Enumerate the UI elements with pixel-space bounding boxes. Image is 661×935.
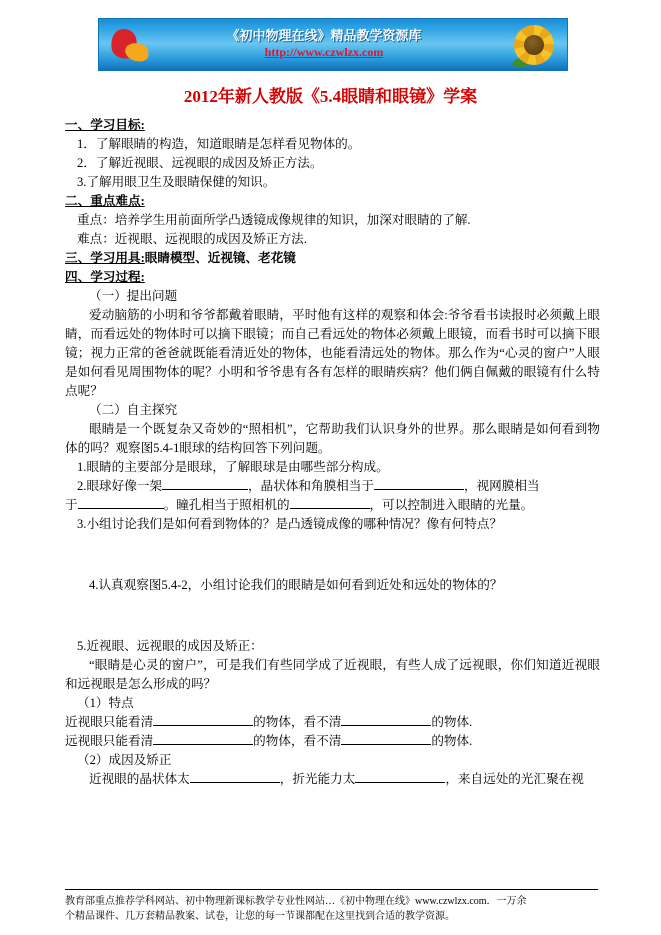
q2-blank-3[interactable]: [78, 508, 164, 509]
t3-blank-1[interactable]: [190, 782, 280, 783]
t1-part-b: 的物体，看不清: [253, 715, 342, 729]
section-heading-goals: 一、学习目标:: [65, 118, 145, 132]
banner-background: [98, 18, 568, 71]
q2-part-e: 。瞳孔相当于照相机的: [163, 498, 290, 512]
question-3: 3.小组讨论我们是如何看到物体的？是凸透镜成像的哪种情况？像有何特点？: [77, 517, 503, 531]
t1-blank-2[interactable]: [341, 725, 431, 726]
goal-line-2: 2．了解近视眼、远视眼的成因及矫正方法。: [77, 156, 323, 170]
spacer-answer-area-1: [65, 534, 600, 576]
q2-part-a: 2.眼球好像一架: [77, 479, 163, 493]
footer-line-1: 教育部重点推荐学科网站、初中物理新课标教学专业性网站…《初中物理在线》www.czwlzx.com．一万余: [65, 896, 527, 907]
spacer-answer-area-2: [65, 595, 600, 637]
t2-blank-2[interactable]: [341, 744, 431, 745]
red-flame-logo: [107, 27, 155, 65]
question-5-title: 5.近视眼、远视眼的成因及矫正：: [77, 639, 263, 653]
page-footer: [65, 894, 600, 924]
t1-part-c: 的物体.: [431, 715, 473, 729]
site-banner: [98, 18, 568, 71]
q2-part-c: ，视网膜相当: [463, 479, 540, 493]
paragraph-1: 爱动脑筋的小明和爷爷都戴着眼睛，平时他有这样的观察和体会:爷爷看书读报时必须戴上眼睛，而看远处的物体时可以摘下眼镜；而自己看远处的物体必须戴上眼镜，而看书时可以摘下眼镜；视力正常的爸爸就既能看清近处的物体，也能看清远处的物体。那么作为“心灵的窗户”人眼是如何看见周围物体的呢？小明和爷爷患有各有怎样的眼睛疾病？他们俩自佩戴的眼镜有什么特点呢？: [65, 308, 600, 398]
section-heading-process: 四、学习过程:: [65, 270, 145, 284]
q2-blank-4[interactable]: [290, 508, 370, 509]
banner-url-host: www.czwlzx.com: [296, 45, 384, 59]
question-2: [65, 477, 600, 496]
footer-divider: [65, 889, 598, 890]
q2-blank-1[interactable]: [162, 489, 248, 490]
keypoint-line-2: 难点：近视眼、远视眼的成因及矫正方法.: [77, 232, 307, 246]
t2-blank-1[interactable]: [153, 744, 253, 745]
q2-part-f: ，可以控制进入眼睛的光量。: [369, 498, 534, 512]
t2-part-c: 的物体.: [431, 734, 473, 748]
t2-part-b: 的物体，看不清: [253, 734, 342, 748]
t3-part-a: 近视眼的晶状体太: [89, 772, 190, 786]
tools-inline: 眼睛模型、近视镜、老花镜: [144, 251, 296, 265]
t3-part-c: ，来自远处的光汇聚在视: [445, 772, 584, 786]
banner-title: 《初中物理在线》精品教学资源库: [226, 28, 422, 43]
t1-part-a: 近视眼只能看清: [65, 715, 154, 729]
page-title: 2012年新人教版《5.4眼睛和眼镜》学案: [183, 87, 478, 106]
banner-url-scheme: http://: [264, 45, 297, 59]
subsection-1-title: （一）提出问题: [89, 289, 178, 303]
question-2-cont: [65, 496, 600, 515]
question-4: 4.认真观察图5.4-2，小组讨论我们的眼睛是如何看到近处和远处的物体的？: [89, 578, 503, 592]
fill-line-hyperopia: [65, 732, 600, 751]
q2-part-d: 于: [65, 498, 78, 512]
subsection-2-title: （二）自主探究: [89, 403, 178, 417]
sub-item-1-title: （1）特点: [77, 696, 134, 710]
t3-blank-2[interactable]: [355, 782, 445, 783]
t3-part-b: ，折光能力太: [279, 772, 356, 786]
sub-item-2-title: （2）成因及矫正: [77, 753, 172, 767]
t2-part-a: 远视眼只能看清: [65, 734, 154, 748]
section-heading-tools: 三、学习用具:眼睛模型、近视镜、老花镜: [65, 251, 296, 265]
question-5-paragraph: “眼睛是心灵的窗户”，可是我们有些同学成了近视眼，有些人成了远视眼，你们知道近视眼和远视眼是怎么形成的吗？: [65, 658, 600, 691]
footer-line-2: 个精品课件、几万套精品教案、试卷，让您的每一节课都配在这里找到合适的教学资源。: [65, 911, 455, 922]
goal-line-1: 1．了解眼睛的构造，知道眼睛是怎样看见物体的。: [77, 137, 361, 151]
goal-line-3: 3.了解用眼卫生及眼睛保健的知识。: [77, 175, 276, 189]
banner-url: [159, 45, 489, 60]
section-heading-keypoints: 二、重点难点:: [65, 194, 145, 208]
question-1: 1.眼睛的主要部分是眼球，了解眼球是由哪些部分构成。: [77, 460, 389, 474]
t1-blank-1[interactable]: [153, 725, 253, 726]
fill-line-myopia: [65, 713, 600, 732]
paragraph-2: 眼睛是一个既复杂又奇妙的“照相机”，它帮助我们认识身外的世界。那么眼睛是如何看到物体的吗？观察图5.4-1眼球的结构回答下列问题。: [65, 422, 600, 455]
sunflower-image: [511, 22, 557, 68]
document-body: [65, 116, 600, 789]
q2-part-b: ，晶状体和角膜相当于: [248, 479, 374, 493]
keypoint-line-1: 重点：培养学生用前面所学凸透镜成像规律的知识，加深对眼睛的了解.: [77, 213, 471, 227]
fill-line-cause: [65, 770, 600, 789]
q2-blank-2[interactable]: [374, 489, 464, 490]
